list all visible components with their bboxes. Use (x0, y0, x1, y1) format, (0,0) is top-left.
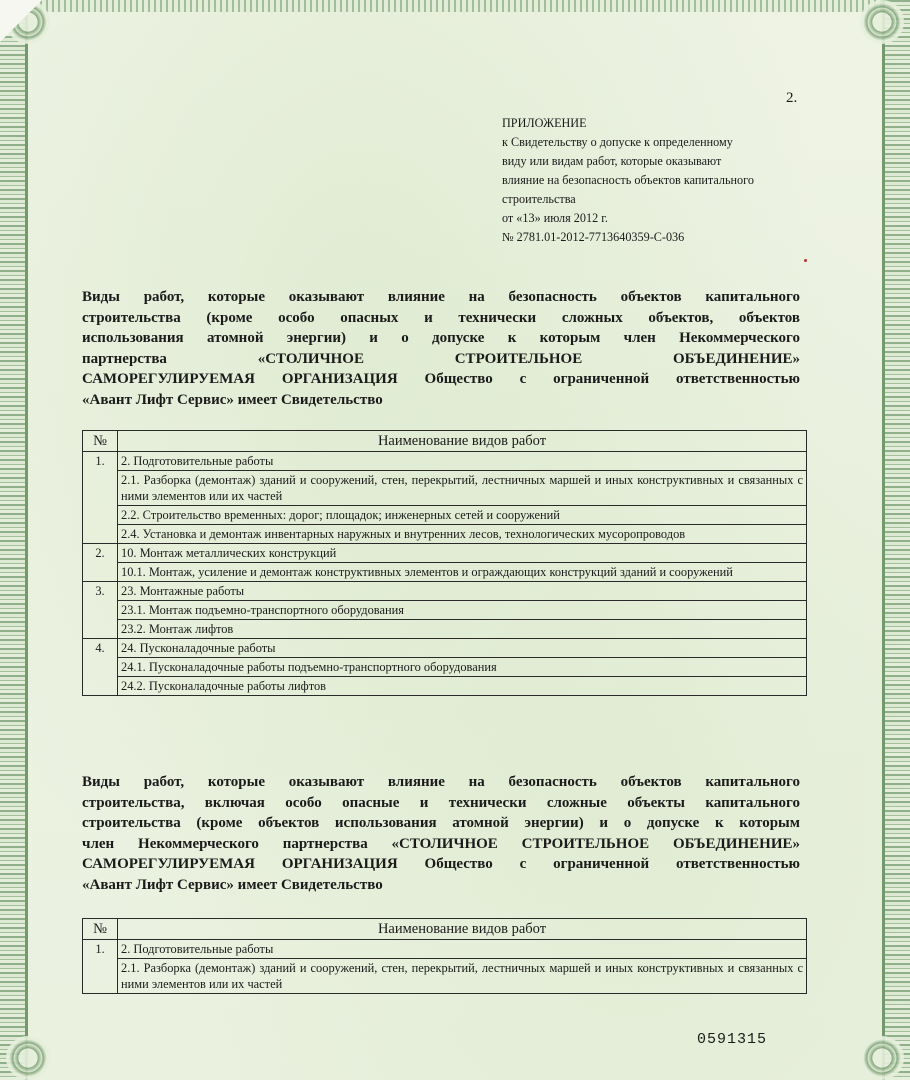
row-number: 2. (83, 544, 118, 582)
appendix-date: от «13» июля 2012 г. (502, 211, 608, 225)
certificate-number: № 2781.01-2012-7713640359-С-036 (502, 230, 685, 244)
serial-number: 0591315 (697, 1031, 768, 1048)
table-group (83, 544, 807, 582)
heading-line: «Авант Лифт Сервис» имеет Свидетельство (82, 876, 383, 893)
heading-line: строительства (кроме объектов использования атомной энергии) и о допуске к которым (82, 815, 800, 831)
heading-line: строительства, включая особо опасные и технически сложные объекты капитального (82, 794, 800, 811)
section-heading (82, 772, 800, 895)
row-number: 3. (83, 582, 118, 639)
row-number: 1. (83, 452, 118, 544)
row-number: 4. (83, 639, 118, 696)
row-number: 1. (83, 940, 118, 994)
decorative-border-left (0, 0, 28, 1080)
decorative-border-right (882, 0, 910, 1080)
heading-line: Виды работ, которые оказывают влияние на безопасность объектов капитального (82, 289, 800, 305)
folded-corner (0, 0, 42, 42)
work-group-title: 10. Монтаж металлических конструкций (118, 544, 807, 563)
appendix-line: виду или видам работ, которые оказывают (502, 154, 722, 168)
works-table (82, 918, 807, 994)
decorative-border-top (28, 0, 882, 12)
section-heading (82, 287, 800, 410)
heading-line: Виды работ, которые оказывают влияние на безопасность объектов капитального (82, 774, 800, 790)
column-header-number: № (83, 919, 118, 940)
table-group (83, 582, 807, 639)
corner-ornament (860, 0, 904, 44)
work-group-title: 24. Пусконаладочные работы (118, 639, 807, 658)
heading-line: использования атомной энергии) и о допуске к которым член Некоммерческого (82, 330, 800, 346)
heading-line: САМОРЕГУЛИРУЕМАЯ ОРГАНИЗАЦИЯ Общество с ограниченной ответственностью (82, 856, 800, 872)
work-item: 2.2. Строительство временных: дорог; площадок; инженерных сетей и сооружений (118, 506, 807, 525)
corner-ornament (6, 1036, 50, 1080)
ink-dot (804, 259, 807, 262)
appendix-line: к Свидетельству о допуске к определенному (502, 135, 733, 149)
table-group (83, 639, 807, 696)
corner-ornament (860, 1036, 904, 1080)
works-table (82, 430, 807, 696)
heading-line: партнерства «СТОЛИЧНОЕ СТРОИТЕЛЬНОЕ ОБЪЕДИНЕНИЕ» (82, 350, 800, 367)
table-group (83, 452, 807, 544)
work-item: 24.1. Пусконаладочные работы подъемно-транспортного оборудования (118, 658, 807, 677)
work-item: 24.2. Пусконаладочные работы лифтов (118, 677, 807, 696)
heading-line: САМОРЕГУЛИРУЕМАЯ ОРГАНИЗАЦИЯ Общество с ограниченной ответственностью (82, 371, 800, 387)
appendix-block (502, 114, 802, 247)
column-header-name: Наименование видов работ (118, 919, 807, 940)
work-item: 10.1. Монтаж, усиление и демонтаж конструктивных элементов и ограждающих конструкций зданий и сооружений (118, 563, 807, 582)
page-number: 2. (786, 90, 798, 106)
column-header-name: Наименование видов работ (118, 431, 807, 452)
work-group-title: 2. Подготовительные работы (118, 452, 807, 471)
work-item: 2.4. Установка и демонтаж инвентарных наружных и внутренних лесов, технологических мусоропроводов (118, 525, 807, 544)
work-item: 23.2. Монтаж лифтов (118, 620, 807, 639)
table-group (83, 940, 807, 994)
work-item: 2.1. Разборка (демонтаж) зданий и сооружений, стен, перекрытий, лестничных маршей и иных конструктивных и связанных с ними элементов или их частей (118, 959, 807, 994)
work-item: 23.1. Монтаж подъемно-транспортного оборудования (118, 601, 807, 620)
appendix-title: ПРИЛОЖЕНИЕ (502, 116, 587, 130)
work-group-title: 2. Подготовительные работы (118, 940, 807, 959)
table-header-row (83, 919, 807, 940)
heading-line: строительства (кроме особо опасных и технически сложных объектов, объектов (82, 309, 800, 326)
column-header-number: № (83, 431, 118, 452)
table-header-row (83, 431, 807, 452)
appendix-line: влияние на безопасность объектов капитального (502, 173, 754, 187)
work-group-title: 23. Монтажные работы (118, 582, 807, 601)
heading-line: член Некоммерческого партнерства «СТОЛИЧНОЕ СТРОИТЕЛЬНОЕ ОБЪЕДИНЕНИЕ» (82, 835, 800, 852)
work-item: 2.1. Разборка (демонтаж) зданий и сооружений, стен, перекрытий, лестничных маршей и иных конструктивных и связанных с ними элементов или их частей (118, 471, 807, 506)
heading-line: «Авант Лифт Сервис» имеет Свидетельство (82, 391, 383, 408)
appendix-line: строительства (502, 192, 576, 206)
